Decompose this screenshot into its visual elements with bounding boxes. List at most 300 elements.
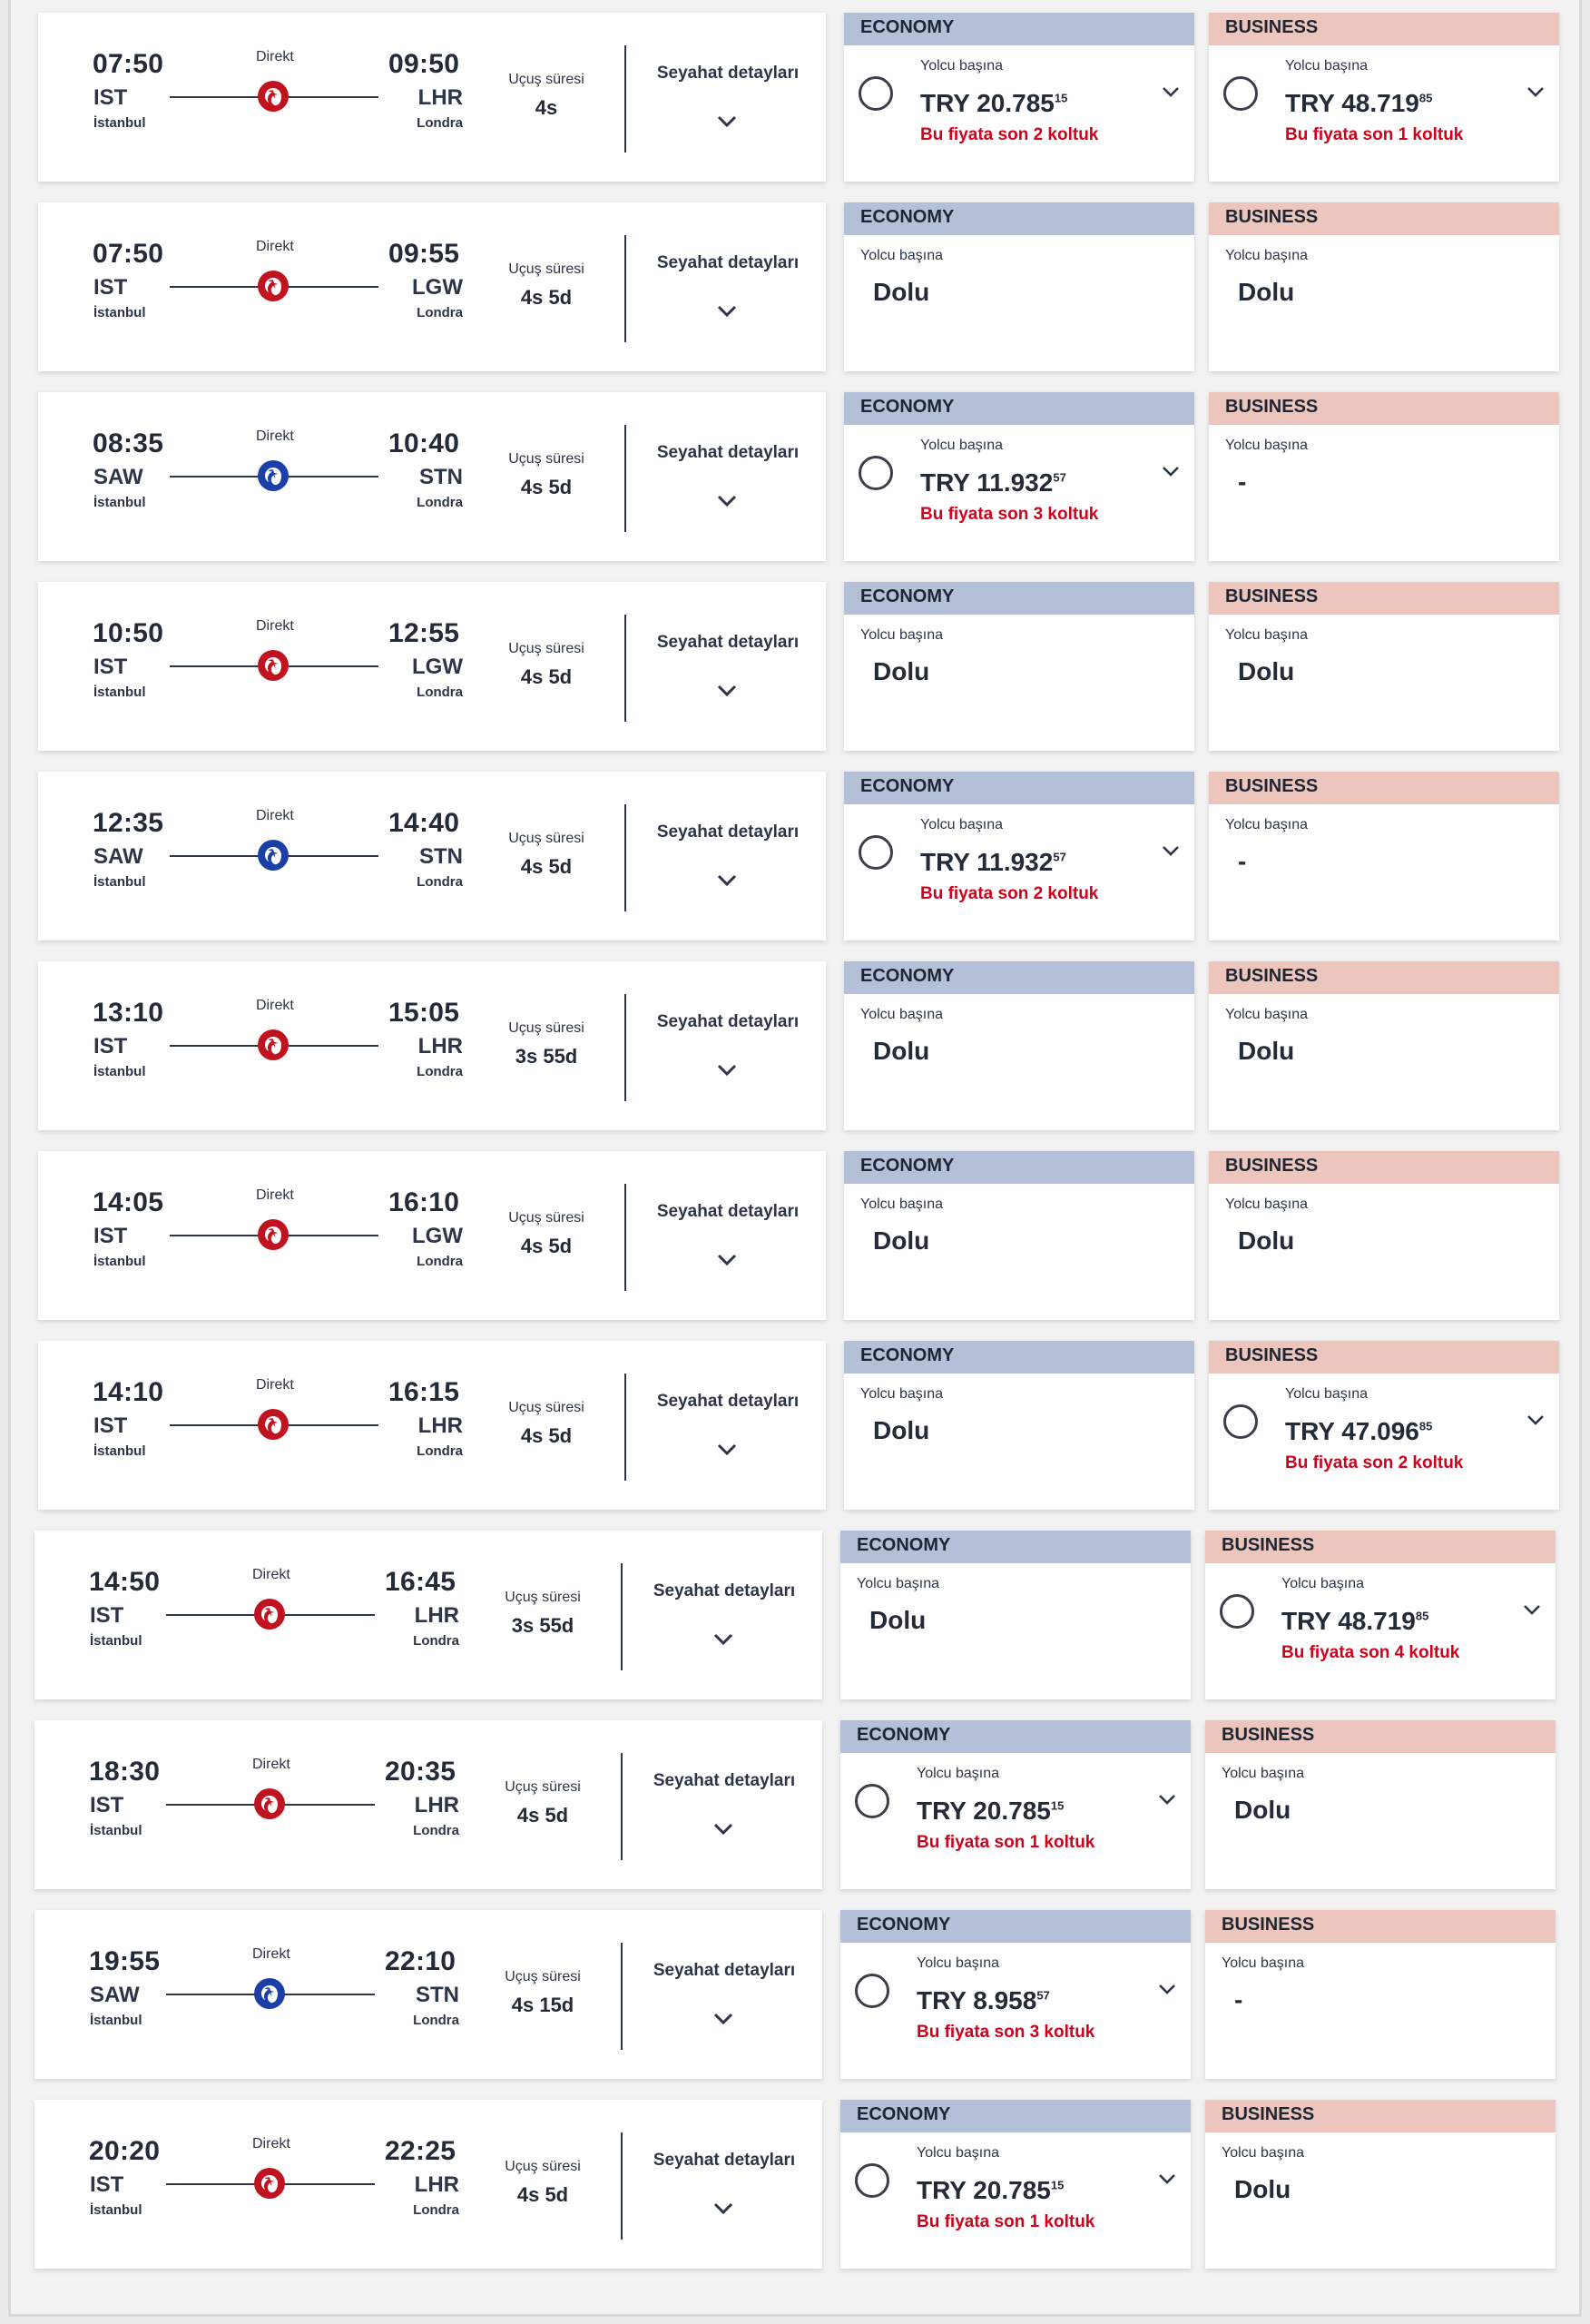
duration-value: 4s 5d bbox=[520, 855, 573, 878]
duration-label: Uçuş süresi bbox=[505, 1969, 581, 1984]
duration-label: Uçuş süresi bbox=[508, 831, 584, 846]
fare-price bbox=[917, 1797, 1064, 1826]
travel-details-button[interactable]: Seyahat detayları bbox=[656, 443, 800, 462]
divider bbox=[624, 1184, 626, 1291]
arrival-airport-code: LHR bbox=[414, 2172, 459, 2197]
flight-card bbox=[38, 772, 826, 940]
duration-value: 4s 5d bbox=[520, 1235, 573, 1257]
divider bbox=[624, 425, 626, 532]
chevron-down-icon[interactable] bbox=[712, 1630, 735, 1649]
price-main: TRY 48.719 bbox=[1281, 1607, 1416, 1635]
departure-city: İstanbul bbox=[90, 1633, 142, 1649]
price-decimals: 85 bbox=[1418, 91, 1433, 105]
economy-header: ECONOMY bbox=[844, 1341, 1194, 1374]
business-fare-card[interactable] bbox=[1205, 1910, 1556, 2079]
seat-availability-warning: Bu fiyata son 2 koltuk bbox=[920, 884, 1099, 903]
economy-fare-card[interactable] bbox=[844, 392, 1194, 561]
flight-card bbox=[38, 13, 826, 182]
fare-radio-button[interactable] bbox=[855, 2163, 889, 2198]
economy-header: ECONOMY bbox=[844, 13, 1194, 45]
departure-time: 10:50 bbox=[93, 618, 164, 648]
price-decimals: 57 bbox=[1036, 1988, 1050, 2003]
arrival-airport-code: LHR bbox=[414, 1603, 459, 1628]
flight-row bbox=[11, 961, 1585, 1130]
per-passenger-label: Yolcu başına bbox=[1225, 438, 1309, 453]
travel-details-button[interactable]: Seyahat detayları bbox=[656, 822, 800, 842]
duration-value: 4s 5d bbox=[520, 665, 573, 688]
fare-radio-button[interactable] bbox=[859, 835, 893, 870]
fare-status: Dolu bbox=[1238, 1037, 1295, 1065]
price-main: TRY 11.932 bbox=[920, 848, 1054, 876]
economy-fare-card[interactable] bbox=[840, 1910, 1191, 2079]
chevron-down-icon[interactable] bbox=[715, 492, 739, 510]
price-decimals: 85 bbox=[1418, 1419, 1433, 1433]
departure-time: 13:10 bbox=[93, 998, 164, 1028]
chevron-down-icon[interactable] bbox=[1156, 2171, 1178, 2187]
chevron-down-icon[interactable] bbox=[715, 1441, 739, 1459]
arrival-airport-code: LHR bbox=[417, 1034, 463, 1059]
fare-radio-button[interactable] bbox=[859, 456, 893, 490]
price-decimals: 85 bbox=[1415, 1609, 1429, 1623]
economy-fare-card[interactable] bbox=[844, 1151, 1194, 1320]
chevron-down-icon[interactable] bbox=[715, 1251, 739, 1269]
flight-row bbox=[7, 1531, 1581, 1699]
departure-airport-code: IST bbox=[93, 1413, 128, 1438]
flight-card bbox=[38, 582, 826, 751]
business-fare-card[interactable] bbox=[1209, 202, 1559, 371]
economy-header: ECONOMY bbox=[840, 1531, 1191, 1563]
direct-label: Direkt bbox=[256, 428, 294, 444]
arrival-city: Londra bbox=[417, 874, 463, 890]
airline-logo-icon bbox=[258, 460, 289, 491]
departure-airport-code: IST bbox=[90, 2172, 124, 2197]
economy-header: ECONOMY bbox=[844, 392, 1194, 425]
departure-airport-code: SAW bbox=[93, 465, 143, 489]
airline-logo-icon bbox=[258, 271, 289, 301]
arrival-city: Londra bbox=[413, 2013, 459, 2028]
arrival-time: 15:05 bbox=[388, 998, 460, 1028]
flight-card bbox=[38, 202, 826, 371]
fare-price bbox=[1285, 89, 1432, 118]
direct-label: Direkt bbox=[256, 618, 294, 634]
business-fare-card[interactable] bbox=[1209, 1151, 1559, 1320]
duration-value: 4s 5d bbox=[520, 286, 573, 309]
chevron-down-icon[interactable] bbox=[712, 2200, 735, 2218]
direct-label: Direkt bbox=[256, 49, 294, 64]
direct-label: Direkt bbox=[256, 239, 294, 254]
business-fare-card[interactable] bbox=[1205, 2100, 1556, 2269]
departure-city: İstanbul bbox=[93, 305, 146, 320]
departure-city: İstanbul bbox=[93, 684, 146, 700]
duration-value: 3s 55d bbox=[515, 1045, 578, 1068]
departure-airport-code: SAW bbox=[93, 844, 143, 869]
chevron-down-icon[interactable] bbox=[715, 682, 739, 700]
price-main: TRY 20.785 bbox=[917, 2176, 1051, 2204]
per-passenger-label: Yolcu başına bbox=[920, 817, 1004, 832]
divider bbox=[624, 615, 626, 722]
chevron-down-icon[interactable] bbox=[1525, 84, 1546, 100]
duration-value: 4s bbox=[535, 96, 558, 119]
price-main: TRY 11.932 bbox=[920, 468, 1054, 497]
departure-city: İstanbul bbox=[93, 495, 146, 510]
per-passenger-label: Yolcu başına bbox=[857, 1576, 940, 1591]
departure-time: 08:35 bbox=[93, 428, 164, 458]
economy-header: ECONOMY bbox=[840, 1720, 1191, 1753]
chevron-down-icon[interactable] bbox=[1160, 463, 1182, 479]
departure-time: 14:10 bbox=[93, 1377, 164, 1407]
business-header: BUSINESS bbox=[1209, 772, 1559, 804]
airline-logo-icon bbox=[258, 81, 289, 112]
business-fare-card[interactable] bbox=[1209, 1341, 1559, 1510]
duration-label: Uçuş süresi bbox=[508, 72, 584, 87]
business-fare-card[interactable] bbox=[1209, 392, 1559, 561]
fare-status: Dolu bbox=[873, 1037, 930, 1065]
departure-time: 14:05 bbox=[93, 1187, 164, 1217]
divider bbox=[624, 235, 626, 342]
per-passenger-label: Yolcu başına bbox=[860, 248, 944, 263]
arrival-time: 10:40 bbox=[388, 428, 460, 458]
arrival-time: 22:25 bbox=[385, 2136, 456, 2166]
price-decimals: 57 bbox=[1053, 470, 1066, 485]
travel-details-button[interactable]: Seyahat detayları bbox=[653, 1771, 796, 1790]
seat-availability-warning: Bu fiyata son 2 koltuk bbox=[920, 125, 1099, 144]
divider bbox=[621, 1563, 623, 1670]
flight-row bbox=[7, 1720, 1581, 1889]
per-passenger-label: Yolcu başına bbox=[1222, 2145, 1305, 2161]
business-header: BUSINESS bbox=[1205, 1720, 1556, 1753]
business-header: BUSINESS bbox=[1209, 202, 1559, 235]
departure-airport-code: IST bbox=[93, 85, 128, 110]
flight-card bbox=[38, 1151, 826, 1320]
departure-airport-code: IST bbox=[93, 1224, 128, 1248]
fare-status: Dolu bbox=[1234, 2175, 1291, 2203]
direct-label: Direkt bbox=[252, 1567, 290, 1582]
business-fare-card[interactable] bbox=[1209, 961, 1559, 1130]
arrival-city: Londra bbox=[413, 1633, 459, 1649]
economy-fare-card[interactable] bbox=[844, 582, 1194, 751]
price-main: TRY 20.785 bbox=[920, 89, 1055, 117]
arrival-city: Londra bbox=[417, 115, 463, 131]
per-passenger-label: Yolcu başına bbox=[920, 438, 1004, 453]
departure-city: İstanbul bbox=[93, 1064, 146, 1079]
flight-card bbox=[34, 1910, 822, 2079]
travel-details-button[interactable]: Seyahat detayları bbox=[653, 2151, 796, 2170]
flight-row bbox=[11, 1341, 1585, 1510]
flight-card bbox=[34, 2100, 822, 2269]
arrival-airport-code: STN bbox=[419, 465, 463, 489]
seat-availability-warning: Bu fiyata son 4 koltuk bbox=[1281, 1643, 1460, 1662]
economy-fare-card[interactable] bbox=[844, 772, 1194, 940]
arrival-airport-code: LGW bbox=[412, 1224, 463, 1248]
arrival-city: Londra bbox=[417, 1254, 463, 1269]
travel-details-button[interactable]: Seyahat detayları bbox=[656, 64, 800, 83]
chevron-down-icon[interactable] bbox=[715, 1061, 739, 1079]
arrival-time: 16:15 bbox=[388, 1377, 460, 1407]
per-passenger-label: Yolcu başına bbox=[1225, 1007, 1309, 1022]
arrival-city: Londra bbox=[417, 495, 463, 510]
flight-row bbox=[11, 1151, 1585, 1320]
economy-header: ECONOMY bbox=[840, 2100, 1191, 2132]
travel-details-button[interactable]: Seyahat detayları bbox=[656, 633, 800, 652]
per-passenger-label: Yolcu başına bbox=[1285, 58, 1369, 74]
fare-status: Dolu bbox=[869, 1606, 927, 1634]
chevron-down-icon[interactable] bbox=[1521, 1601, 1543, 1618]
economy-fare-card[interactable] bbox=[844, 202, 1194, 371]
arrival-city: Londra bbox=[417, 684, 463, 700]
arrival-airport-code: LHR bbox=[417, 1413, 463, 1438]
duration-value: 3s 55d bbox=[511, 1614, 574, 1637]
economy-header: ECONOMY bbox=[840, 1910, 1191, 1943]
per-passenger-label: Yolcu başına bbox=[1225, 627, 1309, 643]
per-passenger-label: Yolcu başına bbox=[1225, 1196, 1309, 1212]
flight-row bbox=[7, 1910, 1581, 2079]
direct-label: Direkt bbox=[252, 1946, 290, 1962]
direct-label: Direkt bbox=[252, 2136, 290, 2152]
departure-time: 20:20 bbox=[89, 2136, 161, 2166]
economy-fare-card[interactable] bbox=[844, 13, 1194, 182]
fare-price bbox=[920, 89, 1067, 118]
fare-radio-button[interactable] bbox=[855, 1974, 889, 2008]
chevron-down-icon[interactable] bbox=[715, 872, 739, 890]
per-passenger-label: Yolcu başına bbox=[860, 1386, 944, 1402]
fare-price bbox=[920, 468, 1066, 497]
travel-details-button[interactable]: Seyahat detayları bbox=[653, 1961, 796, 1980]
direct-label: Direkt bbox=[256, 1377, 294, 1393]
business-header: BUSINESS bbox=[1209, 1151, 1559, 1184]
seat-availability-warning: Bu fiyata son 1 koltuk bbox=[917, 1833, 1095, 1852]
airline-logo-icon bbox=[254, 1978, 285, 2009]
fare-status: Dolu bbox=[873, 1416, 930, 1444]
per-passenger-label: Yolcu başına bbox=[860, 1196, 944, 1212]
business-fare-card[interactable] bbox=[1209, 772, 1559, 940]
per-passenger-label: Yolcu başına bbox=[917, 1766, 1000, 1781]
seat-availability-warning: Bu fiyata son 1 koltuk bbox=[1285, 125, 1464, 144]
per-passenger-label: Yolcu başına bbox=[917, 2145, 1000, 2161]
chevron-down-icon[interactable] bbox=[1525, 1412, 1546, 1428]
departure-airport-code: SAW bbox=[90, 1983, 140, 2007]
business-fare-card[interactable] bbox=[1205, 1531, 1556, 1699]
economy-fare-card[interactable] bbox=[844, 1341, 1194, 1510]
duration-label: Uçuş süresi bbox=[508, 641, 584, 656]
fare-price bbox=[1285, 1417, 1432, 1446]
divider bbox=[624, 1374, 626, 1481]
chevron-down-icon[interactable] bbox=[715, 302, 739, 320]
arrival-airport-code: LGW bbox=[412, 275, 463, 300]
business-header: BUSINESS bbox=[1209, 13, 1559, 45]
seat-availability-warning: Bu fiyata son 1 koltuk bbox=[917, 2212, 1095, 2231]
economy-header: ECONOMY bbox=[844, 961, 1194, 994]
duration-label: Uçuş süresi bbox=[508, 451, 584, 467]
economy-fare-card[interactable] bbox=[844, 961, 1194, 1130]
departure-time: 07:50 bbox=[93, 239, 164, 269]
direct-label: Direkt bbox=[256, 808, 294, 823]
airline-logo-icon bbox=[258, 1219, 289, 1250]
departure-time: 07:50 bbox=[93, 49, 164, 79]
business-header: BUSINESS bbox=[1205, 1531, 1556, 1563]
per-passenger-label: Yolcu başına bbox=[1285, 1386, 1369, 1402]
price-main: TRY 47.096 bbox=[1285, 1417, 1419, 1445]
departure-city: İstanbul bbox=[90, 2013, 142, 2028]
economy-fare-card[interactable] bbox=[840, 1531, 1191, 1699]
arrival-city: Londra bbox=[413, 2202, 459, 2218]
arrival-airport-code: LHR bbox=[417, 85, 463, 110]
divider bbox=[624, 994, 626, 1101]
departure-city: İstanbul bbox=[93, 874, 146, 890]
economy-header: ECONOMY bbox=[844, 1151, 1194, 1184]
duration-label: Uçuş süresi bbox=[508, 1210, 584, 1226]
arrival-airport-code: LHR bbox=[414, 1793, 459, 1817]
direct-label: Direkt bbox=[252, 1757, 290, 1772]
business-header: BUSINESS bbox=[1209, 961, 1559, 994]
duration-value: 4s 5d bbox=[520, 476, 573, 498]
fare-status: Dolu bbox=[1238, 657, 1295, 685]
business-header: BUSINESS bbox=[1205, 2100, 1556, 2132]
direct-label: Direkt bbox=[256, 1187, 294, 1203]
price-decimals: 15 bbox=[1050, 2178, 1065, 2192]
price-decimals: 15 bbox=[1050, 1798, 1065, 1813]
airline-logo-icon bbox=[258, 840, 289, 871]
arrival-time: 14:40 bbox=[388, 808, 460, 838]
chevron-down-icon[interactable] bbox=[712, 1820, 735, 1838]
flight-results-page bbox=[8, 0, 1582, 2317]
flight-row bbox=[7, 2100, 1581, 2269]
chevron-down-icon[interactable] bbox=[1156, 1791, 1178, 1807]
business-header: BUSINESS bbox=[1205, 1910, 1556, 1943]
arrival-time: 20:35 bbox=[385, 1757, 456, 1787]
economy-header: ECONOMY bbox=[844, 772, 1194, 804]
per-passenger-label: Yolcu başına bbox=[1281, 1576, 1365, 1591]
airline-logo-icon bbox=[258, 1409, 289, 1440]
chevron-down-icon[interactable] bbox=[712, 2010, 735, 2028]
travel-details-button[interactable]: Seyahat detayları bbox=[656, 253, 800, 272]
per-passenger-label: Yolcu başına bbox=[1222, 1955, 1305, 1971]
duration-label: Uçuş süresi bbox=[505, 2159, 581, 2174]
business-header: BUSINESS bbox=[1209, 582, 1559, 615]
fare-status: Dolu bbox=[1238, 278, 1295, 306]
fare-price bbox=[920, 848, 1066, 877]
business-header: BUSINESS bbox=[1209, 392, 1559, 425]
airline-logo-icon bbox=[258, 1029, 289, 1060]
business-fare-card[interactable] bbox=[1209, 13, 1559, 182]
arrival-city: Londra bbox=[417, 305, 463, 320]
economy-header: ECONOMY bbox=[844, 202, 1194, 235]
divider bbox=[624, 45, 626, 153]
fare-status: - bbox=[1238, 847, 1247, 875]
fare-status: Dolu bbox=[873, 657, 930, 685]
departure-city: İstanbul bbox=[90, 1823, 142, 1838]
travel-details-button[interactable]: Seyahat detayları bbox=[656, 1392, 800, 1411]
flight-card bbox=[38, 961, 826, 1130]
fare-status: - bbox=[1234, 1985, 1243, 2014]
economy-fare-card[interactable] bbox=[840, 2100, 1191, 2269]
fare-status: Dolu bbox=[873, 1226, 930, 1255]
duration-value: 4s 5d bbox=[516, 1804, 569, 1827]
fare-radio-button[interactable] bbox=[855, 1784, 889, 1818]
chevron-down-icon[interactable] bbox=[1160, 84, 1182, 100]
per-passenger-label: Yolcu başına bbox=[1222, 1766, 1305, 1781]
business-header: BUSINESS bbox=[1209, 1341, 1559, 1374]
fare-radio-button[interactable] bbox=[1220, 1594, 1254, 1629]
chevron-down-icon[interactable] bbox=[1160, 842, 1182, 859]
arrival-city: Londra bbox=[417, 1443, 463, 1459]
price-main: TRY 20.785 bbox=[917, 1797, 1051, 1825]
seat-availability-warning: Bu fiyata son 3 koltuk bbox=[917, 2023, 1095, 2042]
fare-radio-button[interactable] bbox=[1223, 76, 1258, 111]
airline-logo-icon bbox=[254, 1788, 285, 1819]
departure-airport-code: IST bbox=[93, 275, 128, 300]
fare-price bbox=[1281, 1607, 1428, 1636]
business-fare-card[interactable] bbox=[1205, 1720, 1556, 1889]
travel-details-button[interactable]: Seyahat detayları bbox=[656, 1012, 800, 1031]
arrival-time: 22:10 bbox=[385, 1946, 456, 1976]
departure-airport-code: IST bbox=[93, 1034, 128, 1059]
economy-header: ECONOMY bbox=[844, 582, 1194, 615]
travel-details-button[interactable]: Seyahat detayları bbox=[653, 1581, 796, 1600]
arrival-airport-code: LGW bbox=[412, 655, 463, 679]
divider bbox=[621, 2132, 623, 2240]
fare-status: - bbox=[1238, 468, 1247, 496]
duration-label: Uçuş süresi bbox=[508, 261, 584, 277]
departure-airport-code: IST bbox=[93, 655, 128, 679]
flight-card bbox=[34, 1531, 822, 1699]
divider bbox=[621, 1943, 623, 2050]
departure-airport-code: IST bbox=[90, 1603, 124, 1628]
arrival-city: Londra bbox=[413, 1823, 459, 1838]
duration-label: Uçuş süresi bbox=[505, 1779, 581, 1795]
flight-row bbox=[11, 202, 1585, 371]
business-fare-card[interactable] bbox=[1209, 582, 1559, 751]
arrival-city: Londra bbox=[417, 1064, 463, 1079]
departure-city: İstanbul bbox=[90, 2202, 142, 2218]
airline-logo-icon bbox=[258, 650, 289, 681]
arrival-time: 09:55 bbox=[388, 239, 460, 269]
fare-status: Dolu bbox=[1234, 1796, 1291, 1824]
fare-radio-button[interactable] bbox=[859, 76, 893, 111]
fare-price bbox=[917, 2176, 1064, 2205]
seat-availability-warning: Bu fiyata son 2 koltuk bbox=[1285, 1453, 1464, 1472]
per-passenger-label: Yolcu başına bbox=[920, 58, 1004, 74]
direct-label: Direkt bbox=[256, 998, 294, 1013]
per-passenger-label: Yolcu başına bbox=[1225, 248, 1309, 263]
airline-logo-icon bbox=[254, 1599, 285, 1630]
departure-time: 12:35 bbox=[93, 808, 164, 838]
departure-city: İstanbul bbox=[93, 1443, 146, 1459]
flight-row bbox=[11, 13, 1585, 182]
duration-value: 4s 5d bbox=[520, 1424, 573, 1447]
chevron-down-icon[interactable] bbox=[1156, 1981, 1178, 1997]
fare-radio-button[interactable] bbox=[1223, 1404, 1258, 1439]
flight-card bbox=[34, 1720, 822, 1889]
duration-label: Uçuş süresi bbox=[505, 1590, 581, 1605]
chevron-down-icon[interactable] bbox=[715, 113, 739, 131]
divider bbox=[621, 1753, 623, 1860]
arrival-time: 16:45 bbox=[385, 1567, 456, 1597]
flight-row bbox=[11, 772, 1585, 940]
price-main: TRY 48.719 bbox=[1285, 89, 1419, 117]
arrival-time: 12:55 bbox=[388, 618, 460, 648]
flight-row bbox=[11, 392, 1585, 561]
travel-details-button[interactable]: Seyahat detayları bbox=[656, 1202, 800, 1221]
divider bbox=[624, 804, 626, 911]
duration-value: 4s 5d bbox=[516, 2183, 569, 2206]
economy-fare-card[interactable] bbox=[840, 1720, 1191, 1889]
fare-price bbox=[917, 1986, 1050, 2015]
fare-status: Dolu bbox=[1238, 1226, 1295, 1255]
per-passenger-label: Yolcu başına bbox=[860, 627, 944, 643]
arrival-time: 16:10 bbox=[388, 1187, 460, 1217]
duration-label: Uçuş süresi bbox=[508, 1400, 584, 1415]
per-passenger-label: Yolcu başına bbox=[860, 1007, 944, 1022]
